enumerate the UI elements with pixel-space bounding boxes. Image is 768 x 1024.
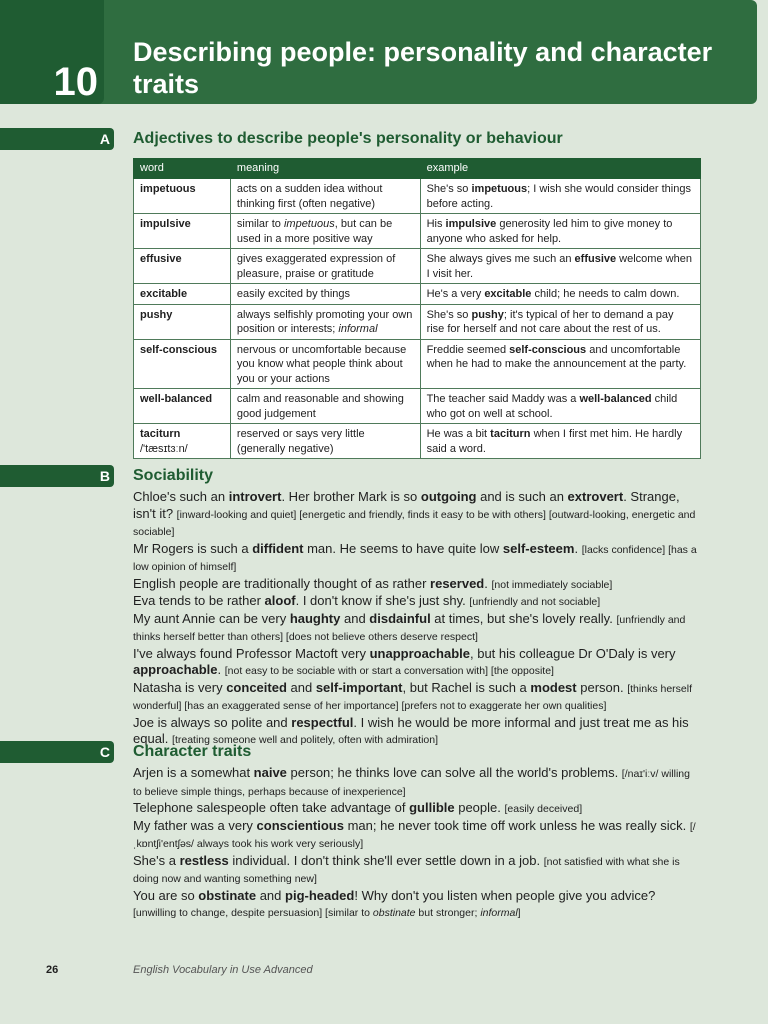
text-segment: .	[574, 540, 582, 556]
text-segment: impetuous	[283, 218, 335, 230]
text-segment: . Her brother Mark is so	[281, 489, 421, 504]
table-header-row	[134, 159, 701, 179]
table-row	[134, 424, 701, 459]
example-sentence	[133, 680, 698, 715]
key-word: taciturn	[490, 428, 531, 440]
example-sentence	[133, 888, 698, 922]
text-segment: nervous or uncomfortable because you know what people think about you or your actions	[236, 343, 407, 385]
word-text: excitable	[140, 288, 188, 300]
text-segment: gives exaggerated expression of pleasure, praise or gratitude	[236, 253, 396, 280]
table-row	[134, 214, 701, 249]
text-segment: ; it's typical of her to demand a pay rise for herself and not care about the rest of us.	[426, 308, 674, 335]
column-header-word: word	[134, 159, 231, 179]
meaning-cell	[230, 424, 420, 459]
text-segment: reserved or says very little (generally negative)	[236, 428, 365, 455]
word-text: pushy	[140, 308, 173, 321]
section-a-letter: A	[99, 131, 110, 147]
text-segment: You are so	[133, 887, 199, 903]
column-header-meaning: meaning	[230, 159, 420, 179]
unit-number: 10	[53, 60, 98, 104]
example-sentence	[133, 646, 698, 680]
word-text: self-conscious	[140, 343, 218, 356]
word-text: taciturn	[140, 428, 181, 440]
text-segment: .	[217, 662, 225, 677]
section-b-body	[133, 489, 698, 749]
key-word: conceited	[226, 679, 287, 695]
book-title: English Vocabulary in Use Advanced	[133, 964, 313, 976]
word-text: impulsive	[140, 218, 191, 230]
text-segment: person.	[576, 679, 628, 695]
key-word: pig-headed	[285, 887, 355, 903]
text-segment: She's so	[426, 183, 472, 195]
gloss-text: [treating someone well and politely, often with admiration]	[172, 734, 438, 746]
table-row	[134, 304, 701, 339]
table-row	[134, 389, 701, 424]
example-cell	[420, 249, 700, 284]
key-word: effusive	[574, 253, 617, 265]
gloss-text: obstinate	[372, 907, 416, 919]
text-segment: child who got on well at school.	[426, 393, 678, 420]
meaning-cell	[230, 284, 420, 305]
text-segment: and uncomfortable when he had to make the announcement at the party.	[426, 343, 687, 370]
text-segment: and	[256, 887, 286, 903]
word-cell	[134, 179, 231, 214]
example-cell	[420, 304, 700, 339]
text-segment: Arjen is a somewhat	[133, 765, 254, 780]
text-segment: acts on a sudden idea without thinking first (often negative)	[236, 183, 383, 210]
text-segment: child; he needs to calm down.	[531, 288, 680, 300]
text-segment: She's so	[426, 308, 472, 321]
meaning-cell	[230, 249, 420, 284]
text-segment: always selfishly promoting your own position or interests;	[236, 308, 413, 335]
meaning-cell	[230, 214, 420, 249]
text-segment: and	[340, 610, 370, 626]
word-text: impetuous	[140, 183, 196, 195]
key-word: self-conscious	[509, 343, 587, 356]
key-word: haughty	[289, 610, 341, 626]
text-segment: individual. I don't think she'll ever settle down in a job.	[228, 852, 544, 868]
table-row	[134, 339, 701, 389]
section-c-heading: Character traits	[133, 743, 252, 760]
section-c-tab	[0, 741, 114, 763]
word-cell	[134, 424, 231, 459]
pronunciation: /'tæsɪtɜːn/	[140, 442, 188, 455]
section-c-letter: C	[99, 744, 110, 760]
text-segment: when I first met him. He hardly said a word.	[426, 428, 683, 455]
example-sentence	[133, 576, 698, 594]
unit-number-box	[0, 0, 104, 104]
text-segment: generosity led him to give money to anyone who asked for help.	[426, 218, 673, 245]
word-cell	[134, 284, 231, 305]
text-segment: , but Rachel is such a	[402, 679, 531, 695]
text-segment: Freddie seemed	[426, 343, 510, 356]
text-segment: , but his colleague Dr O'Daly is very	[470, 645, 676, 661]
example-sentence	[133, 593, 698, 611]
key-word: well-balanced	[579, 393, 652, 405]
gloss-text: [unfriendly and not sociable]	[469, 596, 601, 608]
text-segment: . Strange, isn't it?	[133, 489, 680, 521]
text-segment: ! Why don't you listen when people give you advice?	[354, 887, 656, 903]
table-row	[134, 179, 701, 214]
text-segment: people.	[454, 800, 505, 815]
example-sentence	[133, 800, 698, 818]
text-segment: His	[426, 218, 446, 230]
example-cell	[420, 424, 700, 459]
text-segment: Mr Rogers is such a	[133, 540, 253, 556]
text-segment: man; he never took time off work unless he was really sick.	[343, 817, 690, 833]
meaning-cell	[230, 179, 420, 214]
text-segment: welcome when I visit her.	[426, 253, 692, 280]
section-a-heading: Adjectives to describe people's personality or behaviour	[133, 130, 563, 147]
word-cell	[134, 339, 231, 389]
gloss-text: [/naɪ'iːv/ willing to believe simple things, perhaps because of inexperience]	[133, 768, 690, 798]
gloss-text: [unfriendly and thinks herself better than others] [does not believe others deserve respect]	[133, 613, 686, 643]
example-cell	[420, 179, 700, 214]
example-sentence	[133, 853, 698, 888]
text-segment: .	[484, 575, 492, 591]
section-b-heading: Sociability	[133, 467, 214, 484]
text-segment: similar to	[236, 218, 284, 230]
text-segment: He's a very	[426, 288, 485, 300]
key-word: excitable	[484, 288, 532, 300]
gloss-text: [inward-looking and quiet] [energetic and friendly, finds it easy to be with others] [outward-looking, energetic and sociable]	[133, 508, 696, 538]
key-word: pushy	[471, 308, 504, 321]
text-segment: easily excited by things	[236, 288, 351, 300]
gloss-text: [not easy to be sociable with or start a conversation with] [the opposite]	[224, 665, 554, 677]
text-segment: informal	[338, 323, 378, 335]
gloss-text: [not satisfied with what she is doing now and wanting something new]	[133, 855, 680, 885]
text-segment: English people are traditionally thought of as rather	[133, 575, 431, 591]
key-word: self-important	[315, 679, 403, 695]
word-text: well-balanced	[140, 393, 213, 405]
table-row	[134, 249, 701, 284]
gloss-text: ]	[517, 907, 521, 919]
key-word: extrovert	[567, 489, 624, 504]
key-word: approachable	[133, 662, 218, 677]
example-sentence	[133, 765, 698, 800]
gloss-text: [not immediately sociable]	[491, 578, 613, 591]
text-segment: My aunt Annie can be very	[133, 610, 290, 626]
section-b-tab	[0, 465, 114, 487]
key-word: respectful	[291, 714, 354, 730]
gloss-text: [/ˌkɒntʃi'entʃəs/ always took his work very seriously]	[133, 820, 696, 850]
example-cell	[420, 214, 700, 249]
text-segment: at times, but she's lovely really.	[430, 610, 617, 626]
unit-title: Describing people: personality and character traits	[133, 37, 713, 99]
text-segment: Eva tends to be rather	[133, 593, 265, 608]
column-header-example: example	[420, 159, 700, 179]
gloss-text: [easily deceived]	[504, 803, 583, 815]
section-b-letter: B	[99, 468, 110, 484]
word-cell	[134, 304, 231, 339]
example-sentence	[133, 611, 698, 646]
example-sentence	[133, 818, 698, 853]
text-segment: man. He seems to have quite low	[303, 540, 503, 556]
text-segment: Chloe's such an	[133, 489, 229, 504]
key-word: unapproachable	[369, 645, 470, 661]
text-segment: Natasha is very	[133, 679, 227, 695]
text-segment: ; I wish she would consider things before acting.	[426, 183, 691, 210]
text-segment: Joe is always so polite and	[133, 714, 292, 730]
text-segment: She's a	[133, 852, 180, 868]
example-cell	[420, 339, 700, 389]
text-segment: My father was a very	[133, 817, 257, 833]
key-word: self-esteem	[502, 540, 575, 556]
meaning-cell	[230, 389, 420, 424]
text-segment: He was a bit	[426, 428, 491, 440]
key-word: aloof	[264, 593, 296, 608]
table-row	[134, 284, 701, 305]
key-word: restless	[179, 852, 229, 868]
text-segment: , but can be used in a more positive way	[236, 218, 393, 245]
key-word: impetuous	[471, 183, 528, 195]
example-sentence	[133, 541, 698, 576]
gloss-text: [thinks herself wonderful] [has an exaggerated sense of her importance] [prefers not to exaggerate her own qualities]	[133, 682, 692, 712]
text-segment: . I don't know if she's just shy.	[295, 593, 470, 608]
meaning-cell	[230, 304, 420, 339]
text-segment: person; he thinks love can solve all the world's problems.	[286, 765, 622, 780]
gloss-text: but stronger;	[415, 907, 481, 919]
key-word: impulsive	[445, 218, 497, 230]
text-segment: I've always found Professor Mactoft very	[133, 645, 370, 661]
word-cell	[134, 214, 231, 249]
meaning-cell	[230, 339, 420, 389]
text-segment: . I wish he would be more informal and just treat me as his equal.	[133, 714, 689, 746]
section-a-tab	[0, 128, 114, 150]
key-word: outgoing	[420, 489, 477, 504]
page-number: 26	[46, 964, 59, 976]
section-c-body	[133, 765, 698, 922]
word-text: effusive	[140, 253, 182, 265]
text-segment: and	[286, 679, 316, 695]
key-word: obstinate	[198, 887, 257, 903]
gloss-text: [unwilling to change, despite persuasion] [similar to	[133, 907, 373, 919]
example-sentence	[133, 489, 698, 541]
vocabulary-table	[133, 158, 701, 459]
word-cell	[134, 389, 231, 424]
gloss-text: [lacks confidence] [has a low opinion of himself]	[133, 543, 697, 573]
example-cell	[420, 389, 700, 424]
key-word: modest	[530, 679, 577, 695]
text-segment: She always gives me such an	[426, 253, 575, 265]
example-cell	[420, 284, 700, 305]
key-word: conscientious	[256, 817, 344, 833]
word-cell	[134, 249, 231, 284]
key-word: diffident	[252, 540, 304, 556]
text-segment: Telephone salespeople often take advantage of	[133, 800, 410, 815]
text-segment: calm and reasonable and showing good judgement	[236, 393, 404, 420]
key-word: gullible	[409, 800, 455, 815]
gloss-text: informal	[480, 907, 518, 919]
key-word: disdainful	[369, 610, 431, 626]
text-segment: and is such an	[476, 489, 568, 504]
key-word: reserved	[430, 575, 485, 591]
key-word: naive	[253, 765, 287, 780]
text-segment: The teacher said Maddy was a	[426, 393, 580, 405]
key-word: introvert	[228, 489, 282, 504]
